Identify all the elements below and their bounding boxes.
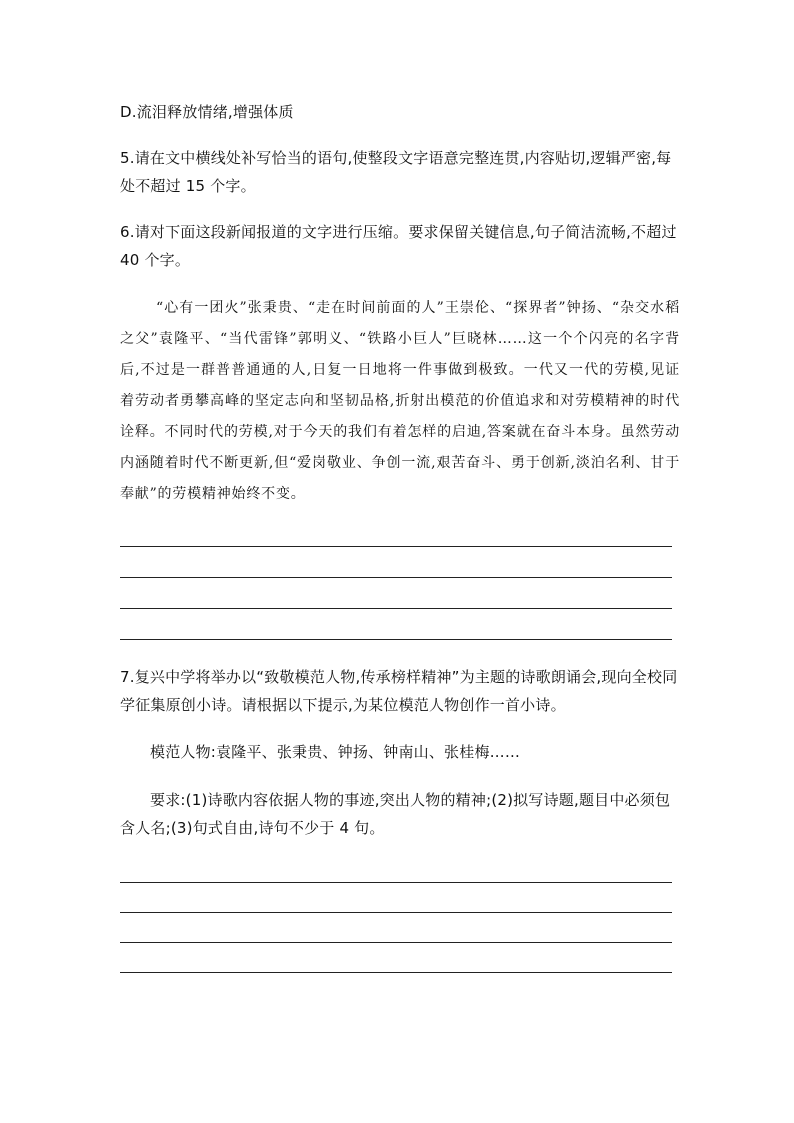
answer-line-q7-2[interactable] bbox=[120, 912, 672, 913]
answer-line-q7-1[interactable] bbox=[120, 882, 672, 883]
question-7: 7.复兴中学将举办以“致敬模范人物,传承榜样精神”为主题的诗歌朗诵会,现向全校同学征集原创小诗。请根据以下提示,为某位模范人物创作一首小诗。 bbox=[120, 668, 678, 714]
answer-line-q7-4[interactable] bbox=[120, 972, 672, 973]
option-d: D.流泪释放情绪,增强体质 bbox=[120, 103, 294, 121]
question-6: 6.请对下面这段新闻报道的文字进行压缩。要求保留关键信息,句子简洁流畅,不超过 40 个字。 bbox=[120, 223, 677, 269]
answer-line-q6-4[interactable] bbox=[120, 639, 672, 640]
answer-line-q7-3[interactable] bbox=[120, 942, 672, 943]
answer-line-q6-1[interactable] bbox=[120, 546, 672, 547]
question-7-figures: 模范人物:袁隆平、张秉贵、钟扬、钟南山、张桂梅…… bbox=[150, 743, 521, 761]
answer-line-q6-2[interactable] bbox=[120, 577, 672, 578]
question-6-passage: “心有一团火”张秉贵、“走在时间前面的人”王崇伦、“探界者”钟扬、“杂交水稻之父”袁隆平、“当代雷锋”郭明义、“铁路小巨人”巨晓林……这一个个闪亮的名字背后,不过是一群普普通通的人,日复一日地将一件事做到极致。一代又一代的劳模,见证着劳动者勇攀高峰的坚定志向和坚韧品格,折射出模范的价值追求和对劳模精神的时代诠释。不同时代的劳模,对于今天的我们有着怎样的启迪,答案就在奋斗本身。虽然劳动内涵随着时代不断更新,但“爱岗敬业、争创一流,艰苦奋斗、勇于创新,淡泊名利、甘于奉献”的劳模精神始终不变。 bbox=[120, 300, 680, 502]
answer-line-q6-3[interactable] bbox=[120, 608, 672, 609]
question-7-requirements: 要求:(1)诗歌内容依据人物的事迹,突出人物的精神;(2)拟写诗题,题目中必须包含人名;(3)句式自由,诗句不少于 4 句。 bbox=[120, 791, 671, 837]
question-5: 5.请在文中横线处补写恰当的语句,使整段文字语意完整连贯,内容贴切,逻辑严密,每处不超过 15 个字。 bbox=[120, 149, 672, 195]
